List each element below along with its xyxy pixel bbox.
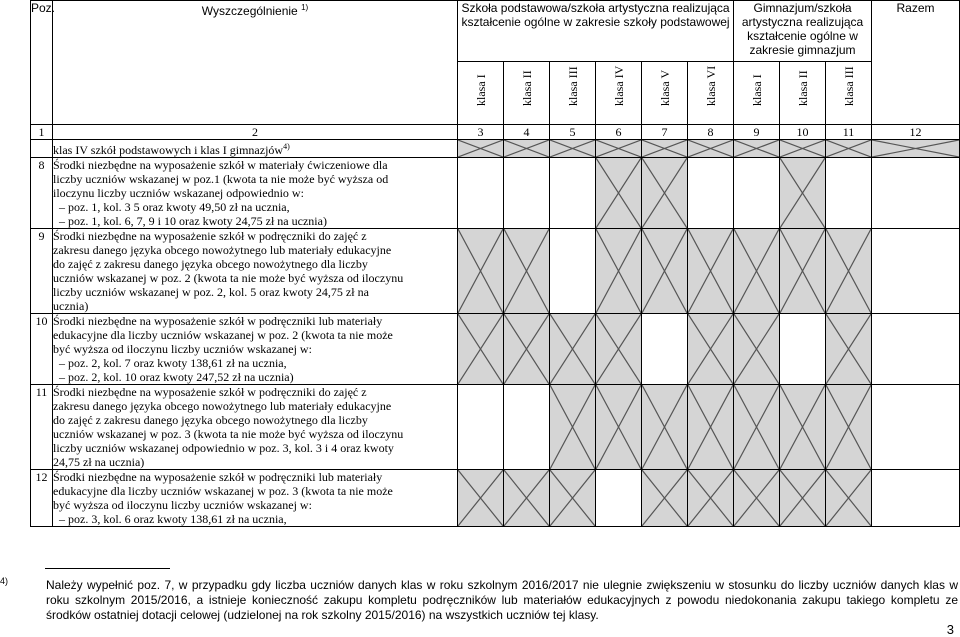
header-klasa-sp-6	[688, 62, 734, 125]
hatched-cell	[780, 158, 826, 229]
hatch-pattern-icon	[504, 140, 549, 157]
hatched-cell	[826, 140, 872, 158]
description-line: uczniów wskazanej w poz. 2 (kwota ta nie może być wyższa od iloczynu	[53, 271, 404, 285]
row-description	[53, 470, 458, 527]
hatched-cell	[458, 140, 504, 158]
header-klasa-label: klasa IV	[611, 65, 626, 106]
hatched-cell	[504, 140, 550, 158]
hatch-pattern-icon	[596, 314, 641, 384]
description-line: do zajęć z zakresu danego języka obcego nowożytnego dla liczby	[53, 413, 368, 427]
hatched-cell	[826, 385, 872, 470]
hatch-pattern-icon	[458, 314, 503, 384]
description-line: iloczynu liczby uczniów wskazanej odpowiednio w:	[53, 186, 304, 200]
header-klasa-sp-1	[458, 62, 504, 125]
section-poz	[31, 140, 53, 158]
description-line: Środki niezbędne na wyposażenie szkół w materiały ćwiczeniowe dla	[53, 158, 388, 172]
hatch-pattern-icon	[688, 385, 733, 469]
hatch-pattern-icon	[826, 470, 871, 526]
input-cell[interactable]	[872, 158, 960, 229]
input-cell[interactable]	[458, 385, 504, 470]
hatch-pattern-icon	[596, 229, 641, 313]
hatched-cell	[734, 229, 780, 314]
description-dash-item: – poz. 3, kol. 6 oraz kwoty 138,61 zł na ucznia,	[53, 512, 457, 526]
hatch-pattern-icon	[734, 470, 779, 526]
hatched-cell	[596, 229, 642, 314]
hatched-cell	[458, 314, 504, 385]
hatched-cell	[688, 470, 734, 527]
hatched-cell	[642, 470, 688, 527]
table-row	[31, 385, 960, 470]
header-klasa-sp-5	[642, 62, 688, 125]
description-line: Środki niezbędne na wyposażenie szkół w podręczniki lub materiały	[53, 314, 383, 328]
header-klasa-label: klasa III	[841, 66, 856, 106]
input-cell[interactable]	[872, 314, 960, 385]
table-row	[31, 229, 960, 314]
column-number-12: 12	[872, 125, 960, 140]
description-line: do zajęć z zakresu danego języka obcego nowożytnego dla liczby	[53, 257, 368, 271]
column-number-3: 3	[458, 125, 504, 140]
header-klasa-label: klasa I	[749, 74, 764, 106]
row-poz: 12	[31, 470, 53, 527]
hatch-pattern-icon	[826, 140, 871, 157]
footnote-rule	[45, 568, 170, 569]
footnote-mark: 4)	[0, 576, 9, 586]
hatched-cell	[504, 470, 550, 527]
header-klasa-sp-3	[550, 62, 596, 125]
hatch-pattern-icon	[642, 470, 687, 526]
hatched-cell	[734, 140, 780, 158]
header-klasa-label: klasa I	[473, 74, 488, 106]
header-klasa-label: klasa V	[657, 69, 672, 106]
hatch-pattern-icon	[734, 140, 779, 157]
hatch-pattern-icon	[550, 385, 595, 469]
hatched-cell	[550, 314, 596, 385]
input-cell[interactable]	[504, 385, 550, 470]
header-klasa-label: klasa II	[795, 70, 810, 106]
section-sup: 4)	[283, 142, 290, 151]
hatched-cell	[458, 229, 504, 314]
hatched-cell	[734, 385, 780, 470]
column-number-8: 8	[688, 125, 734, 140]
input-cell[interactable]	[872, 470, 960, 527]
header-klasa-sp-2	[504, 62, 550, 125]
page-number: 3	[946, 622, 954, 637]
hatched-cell	[688, 314, 734, 385]
hatch-pattern-icon	[780, 158, 825, 228]
hatch-pattern-icon	[734, 229, 779, 313]
hatch-pattern-icon	[688, 470, 733, 526]
header-klasa-gim-2	[780, 62, 826, 125]
row-description	[53, 229, 458, 314]
hatch-pattern-icon	[688, 140, 733, 157]
hatch-pattern-icon	[780, 140, 825, 157]
hatched-cell	[550, 470, 596, 527]
input-cell[interactable]	[550, 158, 596, 229]
hatch-pattern-icon	[780, 385, 825, 469]
hatch-pattern-icon	[780, 470, 825, 526]
column-number-1: 1	[31, 125, 53, 140]
header-group-gimnazjum: Gimnazjum/szkoła artystyczna realizująca kształcenie ogólne w zakresie gimnazjum	[734, 1, 872, 62]
description-line: uczniów wskazanej w poz. 3 (kwota ta nie może być wyższa od iloczynu	[53, 427, 404, 441]
row-description	[53, 385, 458, 470]
hatched-cell	[504, 314, 550, 385]
row-description	[53, 314, 458, 385]
hatch-pattern-icon	[826, 385, 871, 469]
header-klasa-sp-4	[596, 62, 642, 125]
hatched-cell	[596, 385, 642, 470]
hatch-pattern-icon	[642, 140, 687, 157]
description-dash-item: – poz. 1, kol. 3 5 oraz kwoty 49,50 zł na ucznia,	[53, 200, 457, 214]
column-number-7: 7	[642, 125, 688, 140]
description-dash-item: – poz. 2, kol. 10 oraz kwoty 247,52 zł na ucznia)	[53, 370, 457, 384]
input-cell[interactable]	[872, 229, 960, 314]
description-line: być wyższa od iloczynu liczby uczniów wskazanej w:	[53, 342, 312, 356]
table-row	[31, 314, 960, 385]
row-poz: 9	[31, 229, 53, 314]
hatch-pattern-icon	[550, 314, 595, 384]
input-cell[interactable]	[734, 158, 780, 229]
input-cell[interactable]	[642, 314, 688, 385]
header-wyszczegolnienie: Wyszczególnienie $^{1)}$	[53, 1, 458, 125]
row-poz: 10	[31, 314, 53, 385]
footnote-text: Należy wypełnić poz. 7, w przypadku gdy liczba uczniów danych klas w roku szkolnym 2016/2017 nie ulegnie zwiększeniu w stosunku do liczby uczniów danych klas w roku szkolnym 2015/2016, a istnieje konieczność zakupu kompletu podręczników lub materiałów edukacyjnych z powodu niedokonania zakupu takiego kompletu ze środków ostatniej dotacji celowej (udzielonej na rok szkolny 2015/2016) na wszystkich uczniów tej klasy.	[46, 578, 958, 622]
hatch-pattern-icon	[642, 158, 687, 228]
description-line: zakresu danego języka obcego nowożytnego lub materiały edukacyjne	[53, 243, 392, 257]
hatched-cell	[780, 140, 826, 158]
hatch-pattern-icon	[688, 314, 733, 384]
table-row	[31, 470, 960, 527]
hatched-cell	[504, 229, 550, 314]
input-cell[interactable]	[504, 158, 550, 229]
header-razem: Razem	[872, 1, 960, 125]
hatched-cell	[688, 140, 734, 158]
hatch-pattern-icon	[872, 140, 959, 157]
hatch-pattern-icon	[596, 140, 641, 157]
description-line: Środki niezbędne na wyposażenie szkół w podręczniki lub materiały	[53, 470, 383, 484]
header-poz: Poz.	[31, 1, 53, 125]
hatched-cell	[550, 385, 596, 470]
description-line: liczby uczniów wskazanej w poz.1 (kwota ta nie może być wyższa od	[53, 172, 389, 186]
hatch-pattern-icon	[458, 140, 503, 157]
description-line: liczby uczniów wskazanej w poz. 2, kol. 5 oraz kwoty 24,75 zł na	[53, 285, 369, 299]
description-dash-item: – poz. 1, kol. 6, 7, 9 i 10 oraz kwoty 24,75 zł na ucznia)	[53, 214, 457, 228]
table-row	[31, 158, 960, 229]
column-number-10: 10	[780, 125, 826, 140]
input-cell[interactable]	[458, 158, 504, 229]
row-poz: 8	[31, 158, 53, 229]
section-title	[53, 140, 458, 158]
description-dash-item: – poz. 2, kol. 7 oraz kwoty 138,61 zł na ucznia,	[53, 356, 457, 370]
header-klasa-label: klasa III	[565, 66, 580, 106]
hatch-pattern-icon	[688, 229, 733, 313]
hatch-pattern-icon	[504, 229, 549, 313]
section-title-text: klas IV szkół podstawowych i klas I gimnazjów	[53, 143, 284, 157]
column-number-11: 11	[826, 125, 872, 140]
hatched-cell	[642, 158, 688, 229]
header-klasa-gim-1	[734, 62, 780, 125]
header-group-szkola-podstawowa: Szkoła podstawowa/szkoła artystyczna realizująca kształcenie ogólne w zakresie szkoły podstawowej	[458, 1, 734, 62]
hatched-cell	[826, 314, 872, 385]
hatch-pattern-icon	[550, 470, 595, 526]
description-line: liczby uczniów wskazanej odpowiednio w poz. 3, kol. 3 i 4 oraz kwoty	[53, 441, 394, 455]
hatch-pattern-icon	[734, 314, 779, 384]
row-description	[53, 158, 458, 229]
hatch-pattern-icon	[458, 470, 503, 526]
hatched-cell	[596, 314, 642, 385]
description-line: Środki niezbędne na wyposażenie szkół w podręczniki do zajęć z	[53, 385, 367, 399]
description-line: Środki niezbędne na wyposażenie szkół w podręczniki do zajęć z	[53, 229, 367, 243]
header-klasa-label: klasa VI	[703, 65, 718, 106]
header-klasa-label: klasa II	[519, 70, 534, 106]
input-cell[interactable]	[826, 158, 872, 229]
hatched-cell	[688, 385, 734, 470]
header-klasa-gim-3	[826, 62, 872, 125]
description-line: 24,75 zł na ucznia)	[53, 455, 145, 469]
hatch-pattern-icon	[550, 140, 595, 157]
row-poz: 11	[31, 385, 53, 470]
hatched-cell	[688, 229, 734, 314]
hatched-cell	[872, 140, 960, 158]
column-number-4: 4	[504, 125, 550, 140]
column-number-2: 2	[53, 125, 458, 140]
input-cell[interactable]	[550, 229, 596, 314]
hatched-cell	[780, 470, 826, 527]
hatch-pattern-icon	[504, 314, 549, 384]
input-cell[interactable]	[596, 470, 642, 527]
input-cell[interactable]	[780, 314, 826, 385]
column-number-6: 6	[596, 125, 642, 140]
column-number-9: 9	[734, 125, 780, 140]
input-cell[interactable]	[688, 158, 734, 229]
description-line: edukacyjne dla liczby uczniów wskazanej w poz. 2 (kwota ta nie może	[53, 328, 393, 342]
hatched-cell	[734, 470, 780, 527]
hatched-cell	[826, 229, 872, 314]
hatch-pattern-icon	[826, 314, 871, 384]
description-line: zakresu danego języka obcego nowożytnego lub materiały edukacyjne	[53, 399, 392, 413]
description-line: ucznia)	[53, 299, 89, 313]
hatched-cell	[596, 158, 642, 229]
hatch-pattern-icon	[596, 385, 641, 469]
hatch-pattern-icon	[734, 385, 779, 469]
hatched-cell	[596, 140, 642, 158]
hatched-cell	[642, 140, 688, 158]
hatched-cell	[734, 314, 780, 385]
hatched-cell	[642, 385, 688, 470]
hatch-pattern-icon	[780, 229, 825, 313]
hatched-cell	[550, 140, 596, 158]
hatch-pattern-icon	[596, 158, 641, 228]
hatch-pattern-icon	[826, 229, 871, 313]
form-table	[30, 0, 960, 527]
column-number-5: 5	[550, 125, 596, 140]
hatched-cell	[780, 385, 826, 470]
hatch-pattern-icon	[458, 229, 503, 313]
hatch-pattern-icon	[504, 470, 549, 526]
description-line: edukacyjne dla liczby uczniów wskazanej w poz. 3 (kwota ta nie może	[53, 484, 393, 498]
section-row	[31, 140, 960, 158]
description-line: być wyższa od iloczynu liczby uczniów wskazanej w:	[53, 498, 312, 512]
hatch-pattern-icon	[642, 385, 687, 469]
input-cell[interactable]	[872, 385, 960, 470]
hatched-cell	[780, 229, 826, 314]
hatched-cell	[826, 470, 872, 527]
hatched-cell	[458, 470, 504, 527]
hatched-cell	[642, 229, 688, 314]
hatch-pattern-icon	[642, 229, 687, 313]
